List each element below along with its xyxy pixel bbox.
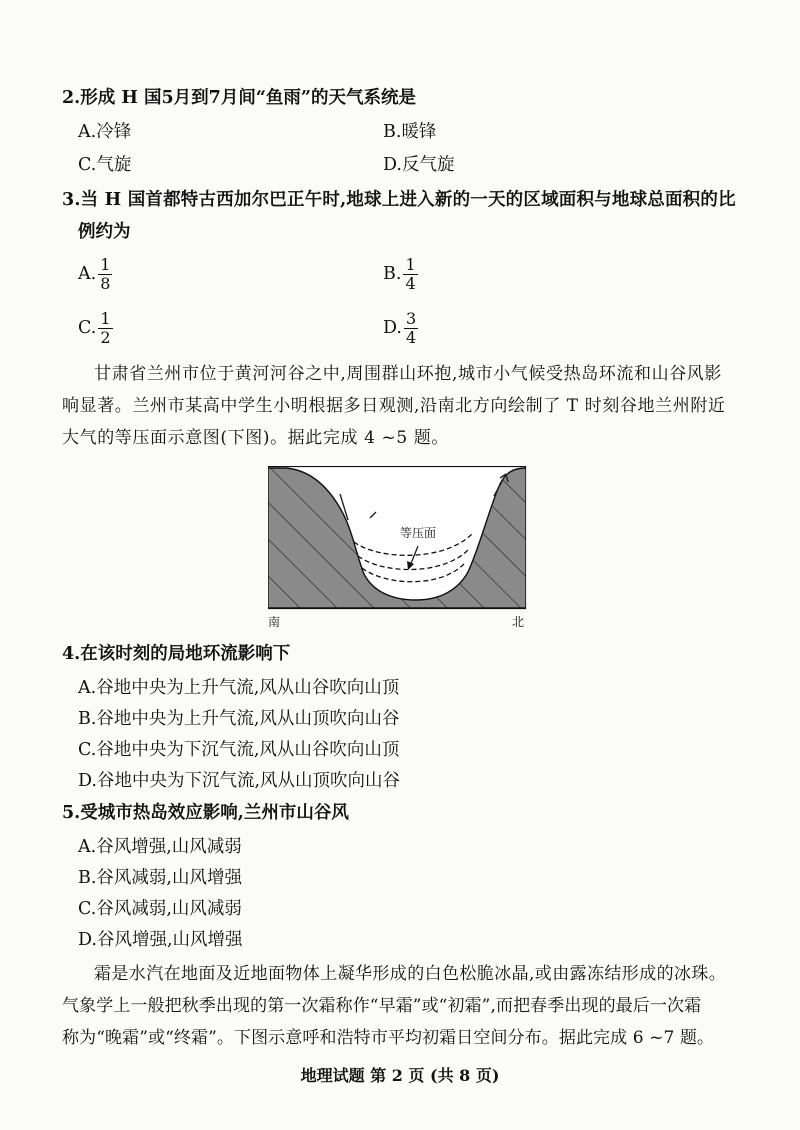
south-label: 南 bbox=[268, 615, 281, 629]
q2-option-d: D.反气旋 bbox=[383, 155, 455, 175]
page-footer: 地理试题 第 2 页 (共 8 页) bbox=[300, 1066, 500, 1085]
q5-option-b: B.谷风减弱,山风增强 bbox=[78, 868, 242, 888]
q5-stem: 5.受城市热岛效应影响,兰州市山谷风 bbox=[62, 803, 349, 823]
q3-option-b: B. $\frac{1}{4}$ bbox=[383, 255, 416, 293]
q4-option-b: B.谷地中央为上升气流,风从山顶吹向山谷 bbox=[78, 709, 400, 729]
q5-option-d: D.谷风增强,山风增强 bbox=[78, 930, 243, 950]
q3-stem-line2: 例约为 bbox=[78, 222, 131, 242]
passage1-line1: 甘肃省兰州市位于黄河河谷之中,周围群山环抱,城市小气候受热岛环流和山谷风影 bbox=[94, 364, 723, 384]
isobar-label: 等压面 bbox=[400, 526, 437, 540]
q4-option-d: D.谷地中央为下沉气流,风从山顶吹向山谷 bbox=[78, 771, 401, 791]
q3-option-a: A. $\frac{1}{8}$ bbox=[78, 255, 111, 293]
q3-option-c: C. $\frac{1}{2}$ bbox=[78, 309, 111, 347]
q2-option-b: B.暖锋 bbox=[383, 122, 437, 142]
q3-option-d: D. $\frac{3}{4}$ bbox=[383, 309, 417, 347]
valley-isobar-diagram bbox=[268, 466, 538, 631]
passage1-line3: 大气的等压面示意图(下图)。据此完成 4 ~5 题。 bbox=[62, 428, 449, 448]
passage2-line3: 称为“晚霜”或“终霜”。下图示意呼和浩特市平均初霜日空间分布。据此完成 6 ~7 题。 bbox=[62, 1028, 715, 1048]
q4-option-c: C.谷地中央为下沉气流,风从山谷吹向山顶 bbox=[78, 740, 400, 760]
north-label: 北 bbox=[512, 615, 525, 629]
q5-option-c: C.谷风减弱,山风减弱 bbox=[78, 899, 242, 919]
passage1-line2: 响显著。兰州市某高中学生小明根据多日观测,沿南北方向绘制了 T 时刻谷地兰州附近 bbox=[62, 396, 726, 416]
q4-stem: 4.在该时刻的局地环流影响下 bbox=[62, 644, 291, 664]
q2-option-a: A.冷锋 bbox=[78, 122, 132, 142]
q3-stem-line1: 3.当 H 国首都特古西加尔巴正午时,地球上进入新的一天的区域面积与地球总面积的比 bbox=[62, 190, 736, 210]
q2-stem: 2.形成 H 国5月到7月间“鱼雨”的天气系统是 bbox=[62, 88, 416, 108]
valley-isobar-figure bbox=[268, 466, 538, 635]
q5-option-a: A.谷风增强,山风减弱 bbox=[78, 837, 242, 857]
passage2-line2: 气象学上一般把秋季出现的第一次霜称作“早霜”或“初霜”,而把春季出现的最后一次霜 bbox=[62, 996, 702, 1016]
passage2-line1: 霜是水汽在地面及近地面物体上凝华形成的白色松脆冰晶,或由露冻结形成的冰珠。 bbox=[94, 964, 727, 984]
q4-option-a: A.谷地中央为上升气流,风从山谷吹向山顶 bbox=[78, 678, 400, 698]
q2-option-c: C.气旋 bbox=[78, 155, 132, 175]
